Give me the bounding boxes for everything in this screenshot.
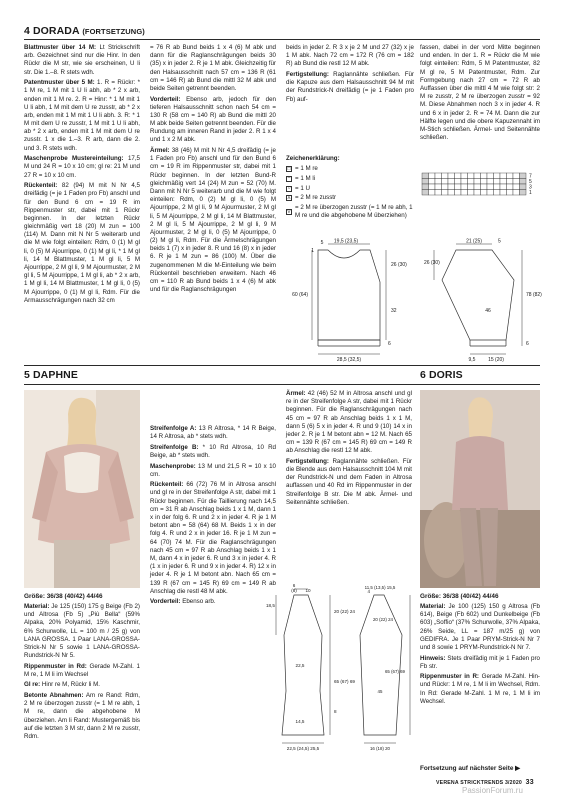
sleeve-cuff: 6 [526, 341, 529, 347]
paragraph-lead: Rückenteil: [24, 182, 58, 190]
chart-cell [481, 173, 488, 179]
chart-row-number: 5 [529, 179, 532, 185]
chart-cell [500, 184, 507, 190]
chart-cell [468, 173, 475, 179]
paragraph-lead: Fertigstellung: [286, 457, 329, 465]
chart-cell [494, 173, 501, 179]
paragraph-text: Am re Rand: Rdm, 2 M re überzogen zusstr (= 1 M re abh, 1 M re, dann die abgehobene M überziehen. Am li Rand: Mustergemäß bis auf die letzten 3 M str, dann 2 M re zusstr, Rdm. [24, 692, 140, 740]
daphne-column-3 [286, 390, 412, 518]
paragraph [420, 655, 540, 671]
chart-row-number: 1 [529, 190, 532, 196]
section-4-number: 4 [24, 25, 30, 37]
dorada-body-schematic [288, 236, 407, 364]
chart-cell [494, 179, 501, 185]
section-6-heading [420, 369, 463, 383]
paragraph [24, 44, 140, 77]
section-4-rule [24, 39, 540, 40]
paragraph [150, 425, 276, 441]
sleeve-outline [442, 250, 514, 340]
paragraph [24, 663, 140, 679]
paragraph-lead: Maschenprobe Mustereinteilung: [24, 155, 124, 163]
paragraph-lead: Hinweis: [420, 654, 446, 662]
front-top-width: 19,5 (23,5) [333, 238, 359, 245]
section-5-number: 5 [24, 369, 30, 381]
chart-cell [520, 179, 527, 185]
chart-cell [455, 190, 462, 196]
paragraph-text: = 76 R ab Bund beids 1 x 4 (6) M abk und dann für die Raglanschrägungen beids 30 (35) x in jeder 2. R je 1 M abk. Gleichzeitig für den Halsausschnitt nach 57 cm = 136 R (61 cm = 146 R) ab Bund die mittl 32 M abk und beide Seiten getrennt beenden. [150, 44, 276, 92]
legend-label: = 2 M re zusstr [295, 194, 337, 202]
legend-rows [286, 165, 414, 220]
chart-cell [448, 190, 455, 196]
paragraph [24, 681, 140, 689]
sleeve-top: 21 (25) [466, 238, 482, 245]
daphne-column-2 [150, 425, 276, 780]
chart-cell [500, 179, 507, 185]
paragraph [420, 673, 540, 706]
legend-row [286, 165, 414, 173]
chart-cell [455, 179, 462, 185]
chart-cell [487, 179, 494, 185]
daphne-sleeve-length: 45 [377, 689, 383, 694]
daphne-sleeve-outline [360, 595, 402, 735]
paragraph [24, 155, 140, 180]
paragraph [24, 182, 140, 305]
daphne-raglan: 20 (22) 24 [334, 609, 355, 614]
front-sleeve-left: 1 [311, 248, 314, 254]
daphne-mid: 22,5 [295, 663, 305, 668]
daphne-left-top: 18,5 [266, 603, 275, 608]
daphne-lower: 8 [334, 709, 337, 714]
legend-label: = 1 M re [295, 165, 318, 173]
daphne-body-schematic [264, 583, 355, 753]
sleeve-bottom-b: 15 (20) [488, 357, 504, 363]
paragraph-text: Raglannähte schließen. Für die Kapuze aus dem Halsausschnitt 94 M mit der Rundstrick-N dreifädig (= je 1 Faden pro Fb) auf- [286, 70, 414, 103]
chart-cell [422, 179, 429, 185]
chart-cell [455, 184, 462, 190]
chart-cell [513, 173, 520, 179]
paragraph [286, 71, 414, 104]
paragraph [150, 147, 276, 294]
paragraph [24, 79, 140, 153]
chart-cell [507, 190, 514, 196]
paragraph [286, 44, 414, 69]
paragraph-lead: Ärmel: [150, 147, 170, 155]
chart-cell [494, 184, 501, 190]
front-side-top: 5 [320, 240, 324, 246]
front-cuff: 6 [388, 341, 391, 347]
chart-cell [448, 179, 455, 185]
doris-size: Größe: 36/38 (40/42) 44/46 [420, 593, 499, 600]
paragraph-text: Raglannähte schließen. Für die Blende aus dem Halsausschnitt 104 M mit der Rundstrick-N und dem Faden in Altrosa auffassen und 40 Rd im Rippenmuster in der Streifenfolge B str. Die M abk. Ärmel- und Seitennähte schließen. [286, 457, 412, 506]
paragraph-text: * 10 Rd Altrosa, 10 Rd Beige, ab * stets wdh. [150, 443, 276, 459]
chart-cell [468, 190, 475, 196]
paragraph-lead: Material: [24, 603, 50, 610]
chart-cell [487, 173, 494, 179]
section-6-name: DORIS [428, 369, 463, 381]
chart-cell [474, 190, 481, 196]
paragraph-lead: Streifenfolge A: [150, 425, 197, 432]
dorada-col4-paras [420, 44, 540, 142]
legend-label: = 1 U [295, 184, 310, 192]
chart-cell [487, 184, 494, 190]
legend-label: = 1 M li [295, 174, 316, 182]
paragraph-text: fassen, dabei in der vord Mitte beginnen und enden. In der 1. R = Rückr die M wie folgt einteilen: Rdm, 5 M Patentmuster, 82 M gl re, 5 M Patentmuster, Rdm. Zur Formgebung nach 27 cm = 72 R ab Auffassen über die mittl 4 M wie folgt str: 2 M re zusstr, 2 M re überzogen zusstr = 92 M. Diese Abnahmen noch 3 x in jeder 4. R und 6 x in jeder 2. R = 74 M. Dann die zur Hälfte legen und die obere Kapuzennaht im M-Stich schließen. Ärmel- und Seitennähte schließen. [420, 44, 540, 142]
chart-cell [422, 184, 429, 190]
footer-page: 33 [525, 779, 534, 786]
sleeve-raglan: 26 (30) [424, 260, 440, 266]
daphne-total: 65 (67) 69 [334, 679, 355, 684]
paragraph-text: 66 (72) 76 M in Altrosa anschl und gl re in der Streifenfolge A str, dabei mit 1 Rückr beginnen. Für die Taillierung nach 14,5 cm = 31 R ab Anschlag beids 1 x 1 M, dann 1 x in der folg 6. R und 2 x in jeder 4. R je 1 M betont abn = 58 (64) 68 M. Beids 1 x in der folg 4. R und 2 x in jeder 16. R je 1 M zun = 64 (70) 74 M. Für die Raglanschrägungen nach 45 cm = 97 R ab Anschlag beids 1 x 1 M, dann 4 x in jeder 6. R und 3 x in jeder 4. R (1 x in jeder 6. R und 9 x in jeder 4. R) 12 x in jeder 4. R je 1 M betont abn. Nach 65 cm = 139 R (67 cm = 145 R) 69 cm = 149 R ab Anschlag die restl 48 M abk. [150, 481, 276, 595]
chart-cell [461, 184, 468, 190]
daphne-column-1 [24, 603, 140, 779]
chart-cell [481, 190, 488, 196]
paragraph [150, 44, 276, 93]
chart-cell [435, 184, 442, 190]
paragraph-lead: Ärmel: [286, 390, 306, 397]
daphne-top-b: (8) [291, 588, 297, 593]
watermark: PassionForum.ru [462, 786, 523, 795]
daphne-col1-paras [24, 603, 140, 741]
daphne-sleeve-total: 65 (67) 69 [384, 669, 405, 674]
legend-row [286, 204, 414, 220]
paragraph-text: Ebenso arb, jedoch für den tieferen Halsausschnitt schon nach 54 cm = 130 R (58 cm = 140 R) ab Bund die mittl 20 M abk beide Seiten getrennt beenden. Für die Rundung am inneren Rand in jeder 2. R 1 x 4 und 1 x 2 M abk. [150, 95, 276, 144]
chart-cell [461, 173, 468, 179]
paragraph [24, 603, 140, 660]
paragraph-lead: Fertigstellung: [286, 70, 329, 78]
dorada-column-2 [150, 44, 276, 344]
chart-cell [494, 190, 501, 196]
chart-cell [507, 184, 514, 190]
paragraph-text: Gerade M-Zahl. Hin- und Rückr: 1 M re, 1 M li im Wechsel, Rdm. In Rd: Gerade M-Zahl. 1 M re, 1 M li im Wechsel. [420, 673, 540, 705]
paragraph-text: 38 (46) M mit N Nr 4,5 dreifädig (= je 1 Faden pro Fb) anschl und für den Bund 6 cm = 19 R im Rippenmuster str, dabei mit 1 Rückr beginnen. In der letzten Bund-R gleichmäßig vert 14 (24) M zun = 52 (70) M. Dann mit N Nr 5 weiterarb und die M wie folgt einteilen: Rdm, 0 (2) M gl li, 0 (5) M Ajourrippe, 2 M gl li, 9 M Ajourmuster, 2 M gl li, 5 M Ajourrippe, 2 M gl li, 14 M Blattmuster, 2 M gl li, 5 M Ajourrippe, 2 M gl li, 9 M Ajourmuster, 2 M gl li, 0 (5) M Ajourrippe, 0 (2) M gl li, Rdm. Für die Ärmelschrägungen beids 1 (7) x in jeder 8. R und 16 (8) x in jeder 6. R je 1 M zun = 86 (100) M. Über die zugenommenen M die M-Einteilung wie beim Rückenteil beschrieben erweitern. Nach 46 cm = 110 R ab Bund beids 1 x 4 (6) M abk und für die Raglanschrägungen [150, 147, 276, 294]
chart-cell [507, 173, 514, 179]
dorada-col1-paras [24, 44, 140, 305]
paragraph-text: beids in jeder 2. R 3 x je 2 M und 27 (32) x je 1 M abk. Nach 72 cm = 172 R (76 cm = 182 R) ab Bund die restl 12 M abk. [286, 44, 414, 68]
chart-cell [429, 184, 436, 190]
chart-cell [474, 179, 481, 185]
dorada-col2-paras [150, 44, 276, 294]
paragraph-lead: Material: [420, 603, 446, 610]
legend-symbol-icon: ⋏ [287, 194, 291, 201]
paragraph-text: Hinr re M, Rückr li M. [40, 681, 100, 689]
paragraph-text: Stets dreifädig mit je 1 Faden pro Fb str. [420, 654, 540, 670]
dorada-col3-paras [286, 44, 414, 104]
chart-row-number: 3 [529, 184, 532, 191]
paragraph-lead: Patentmuster über 5 M: [24, 79, 95, 87]
chart-cell [435, 173, 442, 179]
paragraph [150, 444, 276, 460]
paragraph-text: 17,5 M und 24 R = 10 x 10 cm; gl re: 21 M und 27 R = 10 x 10 cm. [24, 155, 140, 179]
chart-cell [500, 190, 507, 196]
doris-column [420, 603, 540, 763]
paragraph [286, 390, 412, 456]
doris-photo [420, 390, 540, 588]
chart-cell [513, 184, 520, 190]
legend-row [286, 185, 414, 193]
chart-cell [487, 190, 494, 196]
chart-cell [442, 173, 449, 179]
chart-cell [429, 190, 436, 196]
chart-cell [474, 184, 481, 190]
dorada-column-4 [420, 44, 540, 174]
legend-symbol-icon: ⋎ [287, 208, 291, 215]
chart-row-number: 7 [529, 173, 532, 180]
dorada-legend [286, 155, 414, 235]
chart-cell [435, 179, 442, 185]
paragraph-text: 1. R = Rückr: * 1 M re, 1 M mit 1 U li abh, ab * 2 x arb, enden mit 1 M re. 2. R = Hinr: * 1 M mit 1 U li abh, 1 M mit dem U re zusstr, ab * 2 x arb, enden mit 1 M mit 1 U li abh. 3. R: * 1 M mit dem U re zusstr, 1 M mit 1 U li abh, ab * 2 x arb, enden mit 1 M mit dem U re zusstr. 1 x die 1.–3. R arb, dann die 2. und 3. R stets wdh. [24, 79, 141, 152]
dorada-column-1 [24, 44, 140, 344]
paragraph-lead: Vorderteil: [150, 598, 181, 606]
daphne-col2-paras [150, 425, 276, 607]
legend-symbol-icon: ○ [287, 185, 291, 192]
paragraph-lead: Rippenmuster in Rd: [24, 662, 87, 670]
daphne-sleeve-schematic [350, 583, 416, 753]
section-4-name: DORADA [32, 25, 80, 37]
front-raglan: 26 (30) [391, 262, 407, 268]
sleeve-top-right: 5 [498, 238, 501, 245]
section-6-number: 6 [420, 369, 426, 381]
chart-cell [429, 179, 436, 185]
paragraph-lead: Maschenprobe: [150, 462, 196, 470]
daphne-top-a: 6 [292, 583, 296, 588]
sleeve-total: 78 (82) [526, 292, 542, 298]
chart-cell [468, 179, 475, 185]
body-outline [318, 250, 380, 340]
chart-cell [481, 184, 488, 190]
chart-cell [461, 190, 468, 196]
paragraph [150, 598, 276, 606]
chart-cell [442, 184, 449, 190]
daphne-size: Größe: 36/38 (40/42) 44/46 [24, 593, 103, 600]
chart-cell [513, 190, 520, 196]
chart-cell [422, 190, 429, 196]
paragraph-lead: Streifenfolge B: [150, 443, 199, 451]
daphne-width: 22,5 (24,5) 25,5 [286, 746, 320, 751]
legend-symbol-icon: – [287, 175, 291, 182]
daphne-bottom: 14,5 [295, 719, 305, 724]
paragraph-text: Je 100 (125) 150 g Altrosa (Fb 614), Beige (Fb 602) und Dunkelbeige (Fb 603) „Soffio“ (37% Schurwolle, 37% Alpaka, 26% Seide, LL = 187 m/25 g) von GEDIFRA. Je 1 Paar PRYM-Strick-N Nr 7 und 8 sowie 1 PRYM-Rundstrick-N Nr 7. [420, 603, 540, 651]
paragraph-lead: Blattmuster über 14 M: [24, 44, 97, 51]
paragraph-text: 13 R Altrosa, * 14 R Beige, 14 R Altrosa, ab * stets wdh. [150, 425, 276, 441]
legend-row [286, 194, 414, 202]
paragraph-lead: Vorderteil: [150, 95, 181, 103]
legend-row [286, 175, 414, 183]
chart-cell [448, 173, 455, 179]
paragraph-lead: Rippenmuster in R: [420, 673, 479, 681]
chart-cell [448, 184, 455, 190]
legend-title: Zeichenerklärung: [286, 155, 340, 162]
chart-cell [520, 190, 527, 196]
paragraph-text: 42 (46) 52 M in Altrosa anschl und gl re in der Streifenfolge A str, dabei mit 1 Rückr beginnen. Für die Raglanschrägungen nach 45 cm = 97 R ab Anschlag beids 1 x 1 M, dann 5 (6) 5 x in jeder 4. R und 9 (10) 14 x in jeder 2. R je 1 M betont abn = 12 M. Nach 65 cm = 139 R (67 cm = 145 R) 69 cm = 149 R ab Anschlag die restl 12 M abk. [286, 390, 412, 455]
doris-paras [420, 603, 540, 706]
chart-cell [481, 179, 488, 185]
chart-cell [435, 190, 442, 196]
paragraph [286, 458, 412, 507]
dorada-sleeve-schematic [422, 236, 540, 364]
chart-cell [442, 190, 449, 196]
front-total: 60 (64) [292, 292, 308, 298]
chart-cell [455, 173, 462, 179]
paragraph [24, 692, 140, 741]
paragraph [150, 481, 276, 596]
chart-cell [461, 179, 468, 185]
chart-cell [429, 173, 436, 179]
daphne-photo [24, 390, 140, 588]
paragraph-lead: Gl re: [24, 681, 41, 689]
daphne-sleeve-width: 16 (18) 20 [369, 746, 391, 751]
chart-cell [513, 179, 520, 185]
daphne-col3-paras [286, 390, 412, 507]
dorada-column-3 [286, 44, 414, 154]
paragraph-text: 82 (94) M mit N Nr 4,5 dreifädig (= je 1 Faden pro Fb) anschl und für den Bund 6 cm = 19 R im Rippenmuster str, dabei mit 1 Rückr beginnen. In der letzten Rückr gleichmäßig vert 18 (20) M zun = 100 (114) M. Dann mit N Nr 5 weiterarb und die M wie folgt einteilen: Rdm, 0 (1) M gl li, 0 (5) M Ajourrippe, 0 (1) M gl li, * 1 M gl li, 14 M Blattmuster, 1 M gl li, 5 M Ajourrippe, 2 M gl li, 9 M Ajourmuster, 2 M gl li, 5 M Ajourrippe, 1 M gl li, ab * 2 x arb, 1 M gl li, 14 M Blattmuster, 1 M gl li, 0 (5) M Ajourrippe, 0 (1) M gl li, Rdm. Für die Armausschrägungen nach 32 cm [24, 182, 140, 304]
section-5-rule [24, 384, 540, 385]
chart-cell [507, 179, 514, 185]
front-bottom: 28,5 (32,5) [336, 357, 362, 363]
chart-row-numbers [529, 174, 532, 197]
paragraph-lead: Rückenteil: [150, 481, 184, 489]
chart-cell [500, 173, 507, 179]
chart-cell [520, 173, 527, 179]
legend-label: = 2 M re überzogen zusstr (= 1 M re abh, 1 M re und die abgehobene M überziehen) [295, 203, 413, 220]
paragraph [420, 603, 540, 652]
paragraph-text: 13 M und 21,5 R = 10 x 10 cm. [150, 462, 276, 478]
doris-continued: Fortsetzung auf nächster Seite ▶ [420, 765, 521, 772]
paragraph-text: Ebenso arb. [180, 598, 216, 606]
chart-cell [442, 179, 449, 185]
footer-publisher: VERENA STRICKTRENDS 3/2020 [436, 780, 523, 786]
paragraph [150, 463, 276, 479]
sleeve-bottom-a: 9,5 [468, 357, 476, 363]
daphne-sleeve-raglan: 20 (22) 24 [372, 617, 394, 622]
paragraph [150, 96, 276, 145]
chart-cell [474, 173, 481, 179]
section-4-heading [24, 25, 145, 39]
section-5-name: DAPHNE [32, 369, 78, 381]
paragraph-lead: Betonte Abnahmen: [24, 692, 84, 700]
paragraph-text: Gerade M-Zahl. 1 M re, 1 M li im Wechsel [24, 662, 140, 678]
chart-cell [468, 184, 475, 190]
paragraph-text: Je 125 (150) 175 g Beige (Fb 2) und Altrosa (Fb 5) „Più Bella“ (59% Alpaka, 20% Polyamid, 15% Kaschmir, 6% Schurwolle, LL = 100 m / 25 g) von LANA GROSSA. 1 Paar LANA-GROSSA-Strick-N Nr 5 sowie 1 LANA-GROSSA-Rundstrick-N Nr 5. [24, 603, 140, 660]
dorada-knitting-chart [420, 172, 540, 196]
daphne-top-c: 10 [305, 588, 311, 593]
chart-cell [520, 184, 527, 190]
chart-grid [422, 173, 526, 195]
section-5-rule-top [24, 365, 540, 366]
daphne-sleeve-top-small: 4 [367, 589, 370, 594]
section-5-heading [24, 369, 78, 383]
paragraph [420, 44, 540, 142]
sleeve-length: 46 [485, 308, 491, 314]
legend-symbol-icon: □ [287, 165, 291, 172]
daphne-sleeve-top: 11,5 (13,5) 15,5 [364, 585, 396, 590]
paragraph-text: Lt Strickschrift arb. Gezeichnet sind nur die Hinr. In den Rückr die M str, wie sie erscheinen, U li str. Die 1.–8. R stets wdh. [24, 44, 140, 76]
chart-cell [422, 173, 429, 179]
section-4-continued: (FORTSETZUNG) [82, 27, 145, 36]
front-body: 32 [391, 308, 397, 314]
